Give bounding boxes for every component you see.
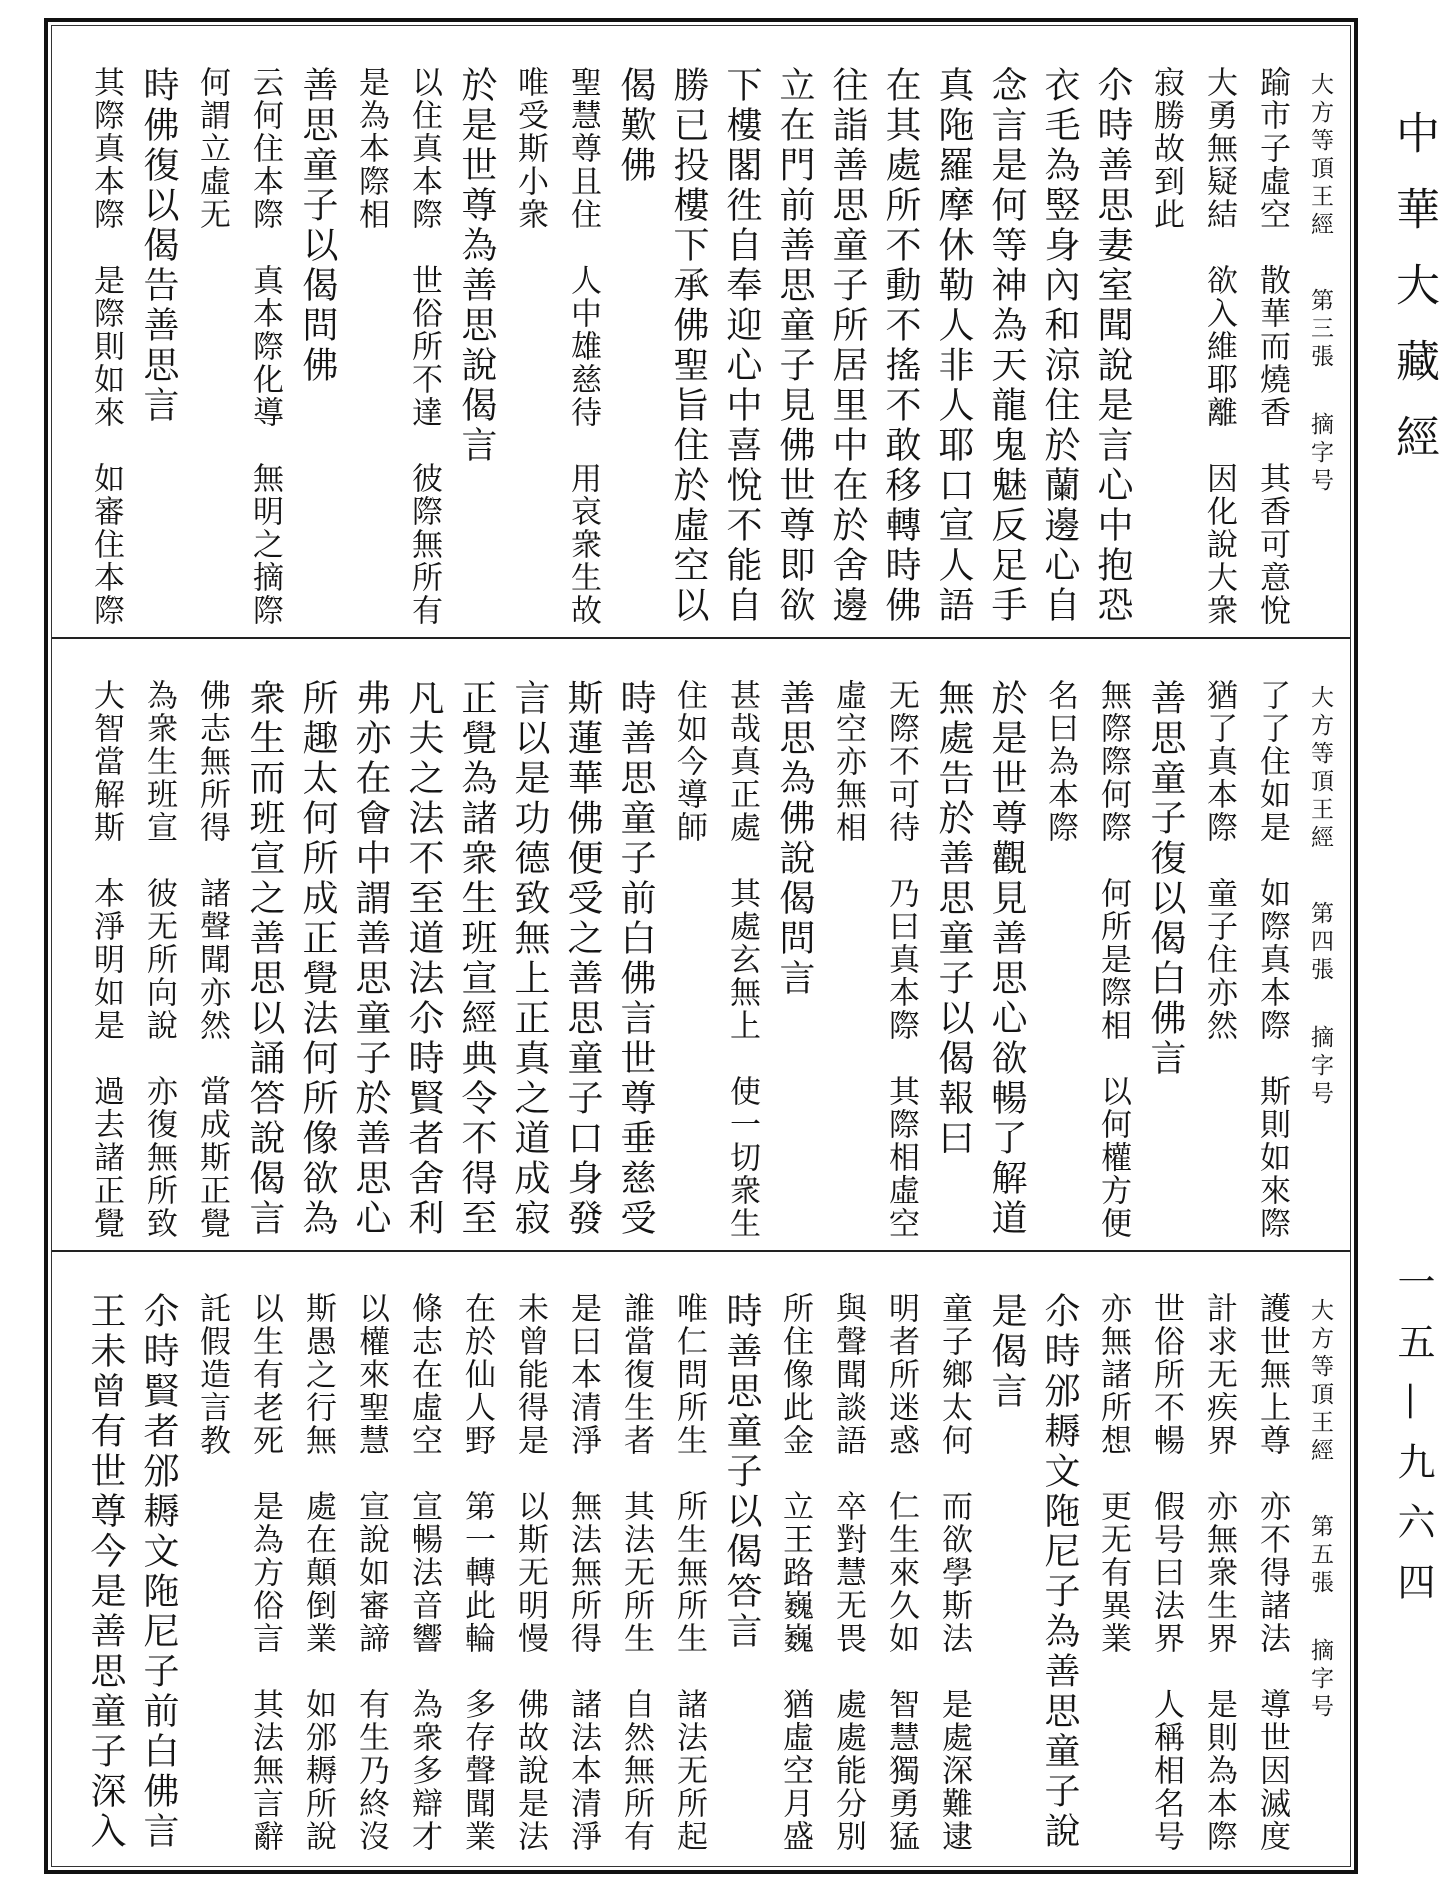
text-column: 於是世尊為善思說偈言 bbox=[456, 66, 497, 466]
text-column: 計求无疾界 亦無衆生界 是則為本際 bbox=[1201, 1292, 1237, 1853]
text-column: 念言是何等神為天龍鬼魅反足手 bbox=[986, 66, 1027, 626]
text-column: 其際真本際 是際則如來 如審住本際 bbox=[88, 66, 124, 627]
sheet-header-sutra: 大方等頂王經 bbox=[1307, 1298, 1333, 1466]
sheet-header-sutra: 大方等頂王經 bbox=[1307, 685, 1333, 853]
text-column: 善思童子復以偈白佛言 bbox=[1145, 679, 1186, 1079]
text-column: 大勇無疑結 欲入維耶離 因化說大衆 bbox=[1201, 66, 1237, 627]
text-column: 無際際何際 何所是際相 以何權方便 bbox=[1095, 679, 1131, 1240]
text-column: 以住真本際 世俗所不達 彼際無所有 bbox=[406, 66, 442, 627]
text-column: 無處告於善思童子以偈報曰 bbox=[933, 679, 974, 1159]
text-column: 是偈言 bbox=[986, 1292, 1027, 1412]
text-column: 斯愚之行無 處在顛倒業 如邠耨所說 bbox=[300, 1292, 336, 1853]
text-column: 時善思童子以偈答言 bbox=[721, 1292, 762, 1652]
page-frame-inner bbox=[51, 25, 1351, 1867]
text-column: 衣毛為竪身內和涼住於蘭邊心自 bbox=[1039, 66, 1080, 626]
text-column: 虛空亦無相 bbox=[830, 679, 866, 844]
text-column: 世俗所不暢 假号曰法界 人稱相名号 bbox=[1148, 1292, 1184, 1853]
text-panel-2 bbox=[52, 639, 1350, 1252]
text-column: 於是世尊觀見善思心欲暢了解道 bbox=[986, 679, 1027, 1239]
text-column: 下樓閣徃自奉迎心中喜悅不能自 bbox=[721, 66, 762, 626]
text-column: 了了住如是 如際真本際 斯則如來際 bbox=[1254, 679, 1290, 1240]
text-column: 猶了真本際 童子住亦然 bbox=[1201, 679, 1237, 1042]
text-column: 誰當復生者 其法无所生 自然無所有 bbox=[618, 1292, 654, 1853]
text-column: 條志在虛空 宣暢法音響 為衆多辯才 bbox=[406, 1292, 442, 1853]
text-column: 時善思童子前白佛言世尊垂慈受 bbox=[615, 679, 656, 1239]
text-column: 所趣太何所成正覺法何所像欲為 bbox=[297, 679, 338, 1239]
text-column: 佛志無所得 諸聲聞亦然 當成斯正覺 bbox=[194, 679, 230, 1240]
text-column: 在於仙人野 第一轉此輪 多存聲聞業 bbox=[459, 1292, 495, 1853]
text-panel-3 bbox=[52, 1252, 1350, 1865]
text-column: 是曰本清淨 無法無所得 諸法本清淨 bbox=[565, 1292, 601, 1853]
text-column: 斯蓮華佛便受之善思童子口身發 bbox=[562, 679, 603, 1239]
text-column: 亦無諸所想 更无有異業 bbox=[1095, 1292, 1131, 1655]
text-column: 住如今導師 bbox=[671, 679, 707, 844]
text-column: 王未曾有世尊今是善思童子深入 bbox=[85, 1292, 126, 1852]
text-panel-1 bbox=[52, 26, 1350, 639]
sheet-header-number: 第五張 bbox=[1307, 1514, 1333, 1598]
text-column: 護世無上尊 亦不得諸法 導世因滅度 bbox=[1254, 1292, 1290, 1853]
text-column: 未曾能得是 以斯无明慢 佛故說是法 bbox=[512, 1292, 548, 1853]
text-column: 童子鄉太何 而欲學斯法 是處深難逮 bbox=[936, 1292, 972, 1853]
text-column: 是為本際相 bbox=[353, 66, 389, 231]
text-column: 以權來聖慧 宣說如審諦 有生乃終沒 bbox=[353, 1292, 389, 1853]
page-frame bbox=[44, 18, 1358, 1874]
page-number: 一五—九六四 bbox=[1391, 1262, 1435, 1622]
text-column: 何謂立虛无 bbox=[194, 66, 230, 231]
text-column: 名曰為本際 bbox=[1042, 679, 1078, 844]
collection-title: 中華大藏經 bbox=[1388, 110, 1439, 490]
text-column: 衆生而班宣之善思以誦答說偈言 bbox=[244, 679, 285, 1239]
sheet-header-code: 摘字号 bbox=[1307, 412, 1333, 496]
text-column: 弗亦在會中謂善思童子於善思心 bbox=[350, 679, 391, 1239]
text-column: 在其處所不動不搖不敢移轉時佛 bbox=[880, 66, 921, 626]
text-column: 尒時邠耨文陁尼子為善思童子說 bbox=[1039, 1292, 1080, 1852]
sheet-header bbox=[1298, 66, 1342, 626]
text-column: 大智當解斯 本淨明如是 過去諸正覺 bbox=[88, 679, 124, 1240]
text-column: 踰市子虛空 散華而燒香 其香可意悅 bbox=[1254, 66, 1290, 627]
text-column: 善思為佛說偈問言 bbox=[774, 679, 815, 999]
sheet-header-number: 第三張 bbox=[1307, 288, 1333, 372]
text-column: 勝已投樓下承佛聖旨住於虛空以 bbox=[668, 66, 709, 626]
text-column: 所住像此金 立王路巍巍 猶虛空月盛 bbox=[777, 1292, 813, 1853]
text-column: 以生有老死 是為方俗言 其法無言辭 bbox=[247, 1292, 283, 1853]
text-column: 寂勝故到此 bbox=[1148, 66, 1184, 231]
text-column: 尒時善思妻室聞說是言心中抱恐 bbox=[1092, 66, 1133, 626]
text-column: 真陁羅摩休勒人非人耶口宣人語 bbox=[933, 66, 974, 626]
text-column: 唯受斯小衆 bbox=[512, 66, 548, 231]
sheet-header-number: 第四張 bbox=[1307, 901, 1333, 985]
text-column: 聖慧尊且住 人中雄慈待 用哀衆生故 bbox=[565, 66, 601, 627]
text-column: 无際不可待 乃曰真本際 其際相虛空 bbox=[883, 679, 919, 1240]
text-column: 時佛復以偈告善思言 bbox=[138, 66, 179, 426]
text-column: 為衆生班宣 彼无所向說 亦復無所致 bbox=[141, 679, 177, 1240]
text-column: 往詣善思童子所居里中在於舍邊 bbox=[827, 66, 868, 626]
sheet-header bbox=[1298, 1292, 1342, 1852]
text-column: 唯仁問所生 所生無所生 諸法无所起 bbox=[671, 1292, 707, 1853]
text-column: 甚哉真正處 其處玄無上 使一切衆生 bbox=[724, 679, 760, 1240]
text-column: 明者所迷惑 仁生來久如 智慧獨勇猛 bbox=[883, 1292, 919, 1853]
text-column: 偈歎佛 bbox=[615, 66, 656, 186]
text-column: 託假造言教 bbox=[194, 1292, 230, 1457]
sheet-header-code: 摘字号 bbox=[1307, 1025, 1333, 1109]
sheet-header-code: 摘字号 bbox=[1307, 1638, 1333, 1722]
text-column: 善思童子以偈問佛 bbox=[297, 66, 338, 386]
text-column: 云何住本際 真本際化導 無明之摘際 bbox=[247, 66, 283, 627]
sheet-header bbox=[1298, 679, 1342, 1239]
sheet-header-sutra: 大方等頂王經 bbox=[1307, 72, 1333, 240]
text-column: 凡夫之法不至道法尒時賢者舍利 bbox=[403, 679, 444, 1239]
text-column: 與聲聞談語 卒對慧无畏 處處能分別 bbox=[830, 1292, 866, 1853]
text-column: 言以是功德致無上正真之道成寂 bbox=[509, 679, 550, 1239]
text-column: 尒時賢者邠耨文陁尼子前白佛言 bbox=[138, 1292, 179, 1852]
text-column: 立在門前善思童子見佛世尊即欲 bbox=[774, 66, 815, 626]
text-column: 正覺為諸衆生班宣經典令不得至 bbox=[456, 679, 497, 1239]
